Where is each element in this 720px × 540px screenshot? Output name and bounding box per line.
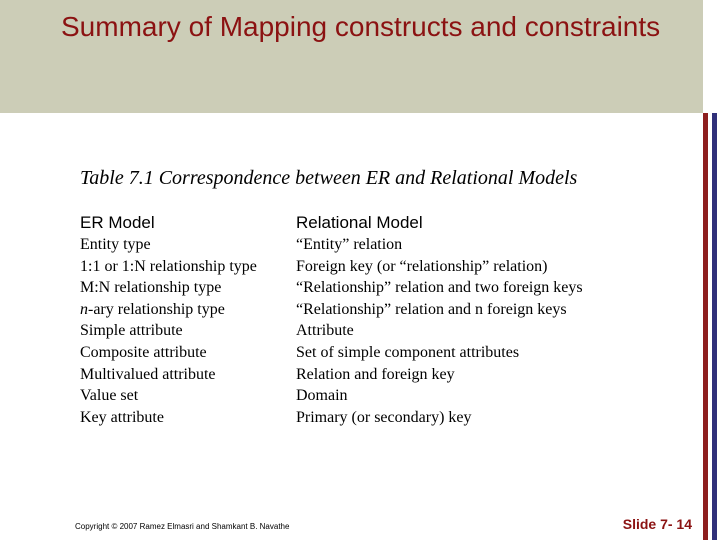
nary-suffix: -ary relationship type — [88, 300, 225, 318]
relational-model-column — [296, 212, 696, 428]
er-cell: 1:1 or 1:N relationship type — [80, 257, 257, 275]
relational-cell: Primary (or secondary) key — [296, 408, 472, 426]
nary-prefix: n — [80, 300, 88, 318]
table-caption: Table 7.1 Correspondence between ER and Relational Models — [80, 167, 578, 189]
relational-cell: Attribute — [296, 322, 354, 340]
relational-cell: Foreign key (or “relationship” relation) — [296, 257, 548, 275]
relational-cell: Domain — [296, 387, 348, 405]
er-cell-nary — [80, 299, 290, 321]
er-model-column — [80, 212, 290, 428]
relational-cell: Set of simple component attributes — [296, 343, 520, 361]
er-cell: Composite attribute — [80, 343, 207, 361]
relational-cell: Relation and foreign key — [296, 365, 455, 383]
relational-cell: “Entity” relation — [296, 236, 403, 253]
er-cell: Multivalued attribute — [80, 365, 216, 383]
er-cell: Key attribute — [80, 408, 164, 426]
er-cell: Entity type — [80, 236, 151, 253]
er-model-header: ER Model — [80, 213, 155, 232]
er-cell: M:N relationship type — [80, 279, 222, 297]
relational-cell: “Relationship” relation and two foreign keys — [296, 279, 583, 297]
er-cell: Value set — [80, 387, 139, 405]
relational-model-header: Relational Model — [296, 213, 423, 232]
er-cell: Simple attribute — [80, 322, 183, 340]
slide-title: Summary of Mapping constructs and constraints — [61, 11, 661, 42]
copyright-footer: Copyright © 2007 Ramez Elmasri and Shamkant B. Navathe — [75, 522, 290, 531]
slide-number: Slide 7- 14 — [622, 516, 692, 532]
relational-cell: “Relationship” relation and n foreign keys — [296, 300, 567, 318]
